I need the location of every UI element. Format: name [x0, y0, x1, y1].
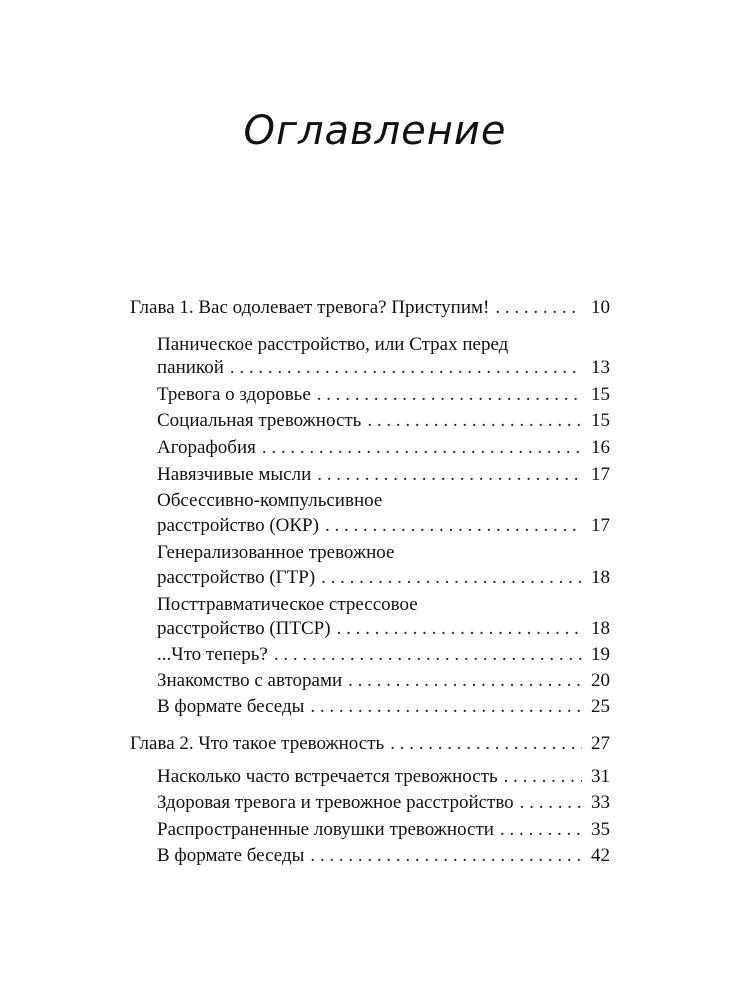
toc-page-number: 31	[591, 766, 610, 787]
dot-leader	[310, 695, 582, 718]
toc-entry-label: В формате беседы	[157, 845, 305, 866]
toc-entry-label: Распространенные ловушки тревожности	[157, 819, 494, 840]
toc-entry-line1: Генерализованное тревожное	[157, 542, 395, 563]
toc-page-number: 20	[591, 670, 610, 691]
toc-page-number: 16	[591, 437, 610, 458]
toc-page-number: 15	[591, 410, 610, 431]
dot-leader	[321, 566, 582, 589]
toc-section-entry[interactable]	[157, 818, 610, 841]
dot-leader	[230, 356, 582, 379]
toc-entry-label: Здоровая тревога и тревожное расстройство	[157, 792, 514, 813]
dot-leader	[520, 791, 582, 814]
dot-leader	[495, 296, 582, 319]
dot-leader	[390, 732, 582, 755]
toc-entry-label: ...Что теперь?	[157, 644, 268, 665]
toc-entry-label: расстройство (ГТР)	[157, 567, 316, 588]
dot-leader	[317, 383, 582, 406]
dot-leader	[325, 514, 582, 537]
toc-entry-label: Тревога о здоровье	[157, 384, 311, 405]
toc-section-entry[interactable]	[157, 791, 610, 814]
toc-entry-label: Навязчивые мысли	[157, 464, 312, 485]
toc-entry-label: В формате беседы	[157, 696, 305, 717]
toc-section-entry[interactable]	[157, 383, 610, 406]
dot-leader	[337, 617, 582, 640]
toc-chapter-1[interactable]	[130, 296, 610, 319]
toc-entry-line1: Посттравматическое стрессовое	[157, 594, 418, 615]
toc-page-number: 17	[591, 464, 610, 485]
toc-section-entry[interactable]	[157, 356, 610, 379]
toc-entry-label: расстройство (ОКР)	[157, 515, 319, 536]
toc-chapter-2[interactable]	[130, 732, 610, 755]
dot-leader	[504, 765, 582, 788]
toc-page-number: 13	[591, 357, 610, 378]
toc-page-number: 35	[591, 819, 610, 840]
toc-section-entry[interactable]	[157, 409, 610, 432]
toc-page-number: 25	[591, 696, 610, 717]
toc-entry-label: Социальная тревожность	[157, 410, 362, 431]
toc-entry-label: паникой	[157, 357, 224, 378]
toc-section-entry[interactable]	[157, 617, 610, 640]
toc-page-number: 17	[591, 515, 610, 536]
toc-section-entry[interactable]	[157, 765, 610, 788]
toc-page-number: 27	[591, 733, 610, 754]
toc-entry-label: Насколько часто встречается тревожность	[157, 766, 498, 787]
toc-entry-label: Знакомство с авторами	[157, 670, 343, 691]
toc-page-number: 19	[591, 644, 610, 665]
toc-section-entry[interactable]	[157, 436, 610, 459]
dot-leader	[317, 463, 582, 486]
toc-section-entry[interactable]	[157, 463, 610, 486]
toc-page-number: 10	[591, 297, 610, 318]
toc-entry-label: расстройство (ПТСР)	[157, 618, 331, 639]
toc-entry-label: Глава 2. Что такое тревожность	[130, 733, 385, 754]
dot-leader	[274, 643, 582, 666]
toc-entry-line1: Паническое расстройство, или Страх перед	[157, 334, 509, 355]
dot-leader	[262, 436, 582, 459]
toc-entry-label: Глава 1. Вас одолевает тревога? Приступим!	[130, 297, 490, 318]
toc-page-number: 15	[591, 384, 610, 405]
dot-leader	[310, 844, 582, 867]
dot-leader	[367, 409, 582, 432]
toc-page-number: 33	[591, 792, 610, 813]
toc-page-number: 18	[591, 567, 610, 588]
dot-leader	[348, 669, 582, 692]
dot-leader	[500, 818, 582, 841]
toc-page-number: 42	[591, 845, 610, 866]
page-title: Оглавление	[243, 108, 507, 154]
toc-section-entry[interactable]	[157, 643, 610, 666]
toc-page-number: 18	[591, 618, 610, 639]
toc-section-entry[interactable]	[157, 844, 610, 867]
toc-section-entry[interactable]	[157, 669, 610, 692]
toc-section-entry[interactable]	[157, 566, 610, 589]
toc-entry-line1: Обсессивно-компульсивное	[157, 490, 383, 511]
toc-entry-label: Агорафобия	[157, 437, 256, 458]
toc-section-entry[interactable]	[157, 514, 610, 537]
toc-section-entry[interactable]	[157, 695, 610, 718]
